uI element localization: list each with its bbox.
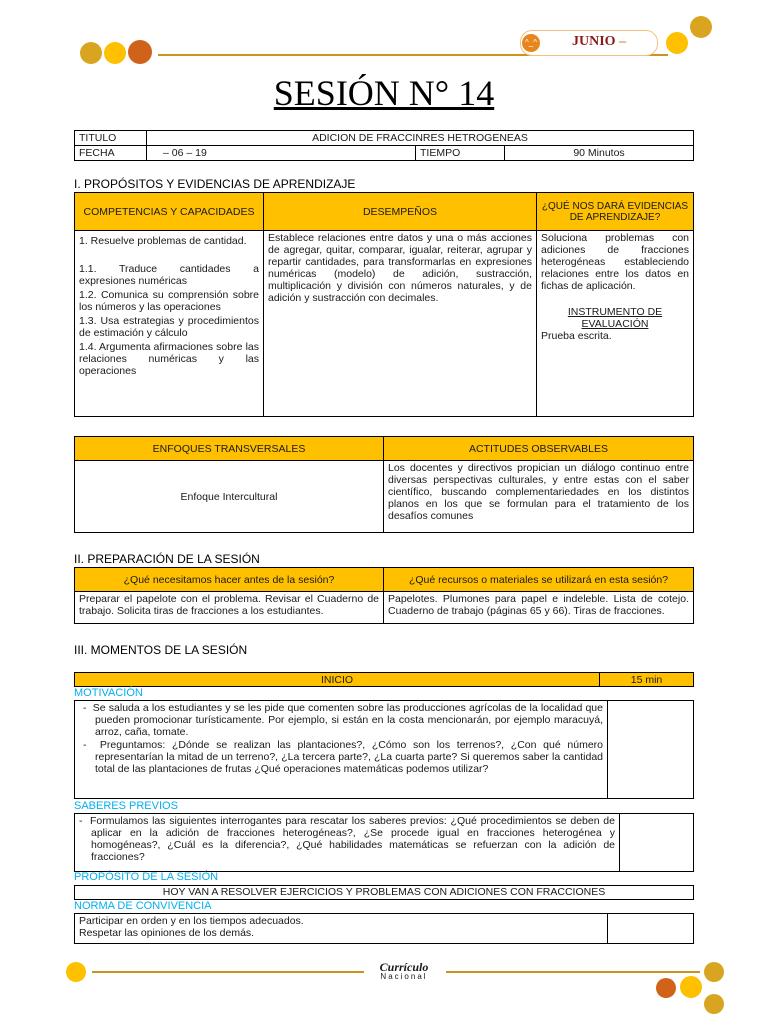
section3-heading: III. MOMENTOS DE LA SESIÓN (74, 643, 248, 657)
motivacion-cell (75, 701, 608, 799)
footer-rule-left (92, 971, 364, 973)
col-competencias: COMPETENCIAS Y CAPACIDADES (75, 193, 264, 231)
col-desempenos: DESEMPEÑOS (264, 193, 537, 231)
motivacion-label: MOTIVACIÓN (74, 687, 143, 699)
capacidad-item: 1.4. Argumenta afirmaciones sobre las relaciones numéricas y las operaciones (79, 341, 259, 377)
inicio-label: INICIO (75, 673, 600, 687)
footer-logo (366, 962, 442, 982)
proposito-cell: HOY VAN A RESOLVER EJERCICIOS Y PROBLEMAS CON ADICIONES CON FRACCIONES (75, 886, 694, 900)
decor-circle (104, 42, 126, 64)
evidencia-text: Soluciona problemas con adiciones de fracciones heterogéneas estableciendo relaciones entre los datos en fichas de aplicación. (541, 232, 689, 292)
footer-logo-line1: Currículo (379, 960, 429, 974)
enfoque-cell: Enfoque Intercultural (75, 461, 384, 533)
col-recursos: ¿Qué recursos o materiales se utilizará en esta sesión? (384, 568, 694, 592)
proposito-table (74, 885, 694, 900)
info-table (74, 130, 694, 161)
decor-circle (128, 40, 152, 64)
inicio-header-table (74, 672, 694, 687)
competencias-cell (75, 231, 264, 417)
decor-circle (704, 994, 724, 1014)
competencia: 1. Resuelve problemas de cantidad. (79, 235, 247, 247)
col-enfoques: ENFOQUES TRANSVERSALES (75, 437, 384, 461)
saberes-tiempo-cell (620, 814, 694, 872)
norma-tiempo-cell (608, 914, 694, 944)
actitud-cell: Los docentes y directivos propician un diálogo continuo entre diversas perspectivas culturales, y entre estas con el saber científico, buscando complementariedades en los distintos planos en los que se formulan para el tratamiento de los desafíos comunes (384, 461, 694, 533)
motivacion-table (74, 700, 694, 799)
motivacion-tiempo-cell (608, 701, 694, 799)
norma-item: Participar en orden y en los tiempos adecuados. (79, 915, 304, 927)
titulo-label: TITULO (75, 131, 147, 146)
inicio-tiempo: 15 min (600, 673, 694, 687)
decor-circle (690, 16, 712, 38)
saberes-table (74, 813, 694, 872)
propositos-table (74, 192, 694, 417)
fecha-label: FECHA (75, 146, 147, 161)
tiempo-label: TIEMPO (416, 146, 505, 161)
capacidad-item: 1.1. Traduce cantidades a expresiones numéricas (79, 263, 259, 287)
footer-rule-right (446, 971, 700, 973)
instrumento-title: INSTRUMENTO DE EVALUACIÓN (567, 306, 663, 330)
evidencias-cell (537, 231, 694, 417)
antes-cell: Preparar el papelote con el problema. Revisar el Cuaderno de trabajo. Solicita tiras de fracciones a los estudiantes. (75, 592, 384, 624)
decor-circle (680, 976, 702, 998)
fecha-value: – 06 – 19 (147, 146, 416, 161)
norma-table (74, 913, 694, 944)
titulo-value: ADICION DE FRACCINRES HETROGENEAS (147, 131, 694, 146)
page-title: SESIÓN N° 14 (273, 73, 495, 113)
motivacion-item: - Se saluda a los estudiantes y se les pide que comenten sobre las producciones agrícolas de la localidad que pueden promocionar turísticamente. Por ejemplo, si están en la costa mencionarán, por ejemplo maracuyá, arroz, caña, tomate. (83, 702, 603, 738)
section1-heading: I. PROPÓSITOS Y EVIDENCIAS DE APRENDIZAJE (74, 177, 356, 191)
footer-logo-line2: Nacional (380, 972, 428, 981)
enfoques-table (74, 436, 694, 533)
decor-circle (66, 962, 86, 982)
tiempo-value: 90 Minutos (505, 146, 694, 161)
desempeno-cell: Establece relaciones entre datos y una o más acciones de agregar, quitar, comparar, igualar, reiterar, agrupar y repartir cantidades, para transformarlas en expresiones numéricas (modelo) de adición, sustracción, multiplicación y división con números naturales, y de adición y sustracción con decimales. (264, 231, 537, 417)
recursos-cell: Papelotes. Plumones para papel e indeleble. Lista de cotejo. Cuaderno de trabajo (páginas 65 y 66). Tiras de fracciones. (384, 592, 694, 624)
decor-circle (656, 978, 676, 998)
section2-heading: II. PREPARACIÓN DE LA SESIÓN (74, 552, 260, 566)
decor-circle (704, 962, 724, 982)
col-evidencias: ¿QUÉ NOS DARÁ EVIDENCIAS DE APRENDIZAJE? (537, 193, 694, 231)
norma-item: Respetar las opiniones de los demás. (79, 927, 255, 939)
preparacion-table (74, 567, 694, 624)
saberes-label: SABERES PREVIOS (74, 800, 178, 812)
norma-cell (75, 914, 608, 944)
month-label: JUNIO – (572, 34, 627, 49)
month-icon: ^_^ (522, 34, 540, 52)
instrumento-value: Prueba escrita. (541, 330, 612, 342)
col-actitudes: ACTITUDES OBSERVABLES (384, 437, 694, 461)
proposito-label: PROPÓSITO DE LA SESIÓN (74, 871, 219, 883)
decor-circle (80, 42, 102, 64)
capacidad-item: 1.2. Comunica su comprensión sobre los números y las operaciones (79, 289, 259, 313)
col-antes: ¿Qué necesitamos hacer antes de la sesión? (75, 568, 384, 592)
saberes-cell: - Formulamos las siguientes interrogantes para rescatar los saberes previos: ¿Qué procedimientos se deben de aplicar en la adición de fracciones heterogéneas?, ¿Se procede igual en fracciones heterogénea y homogéneas?, ¿Cuál es la diferencia?, ¿Qué habilidades matemáticas se refuerzan con la adición de fracciones? (75, 814, 620, 872)
capacidad-item: 1.3. Usa estrategias y procedimientos de estimación y cálculo (79, 315, 259, 339)
motivacion-item: - Preguntamos: ¿Dónde se realizan las plantaciones?, ¿Cómo son los terrenos?, ¿Con qué número representarían la mitad de un terreno?, ¿La tercera parte?, ¿La cuarta parte? Si queremos saber la cantidad total de las plantaciones de frutas ¿Qué operaciones matemáticas podemos utilizar? (83, 739, 603, 775)
decor-circle (666, 32, 688, 54)
norma-label: NORMA DE CONVIVENCIA (74, 900, 212, 912)
